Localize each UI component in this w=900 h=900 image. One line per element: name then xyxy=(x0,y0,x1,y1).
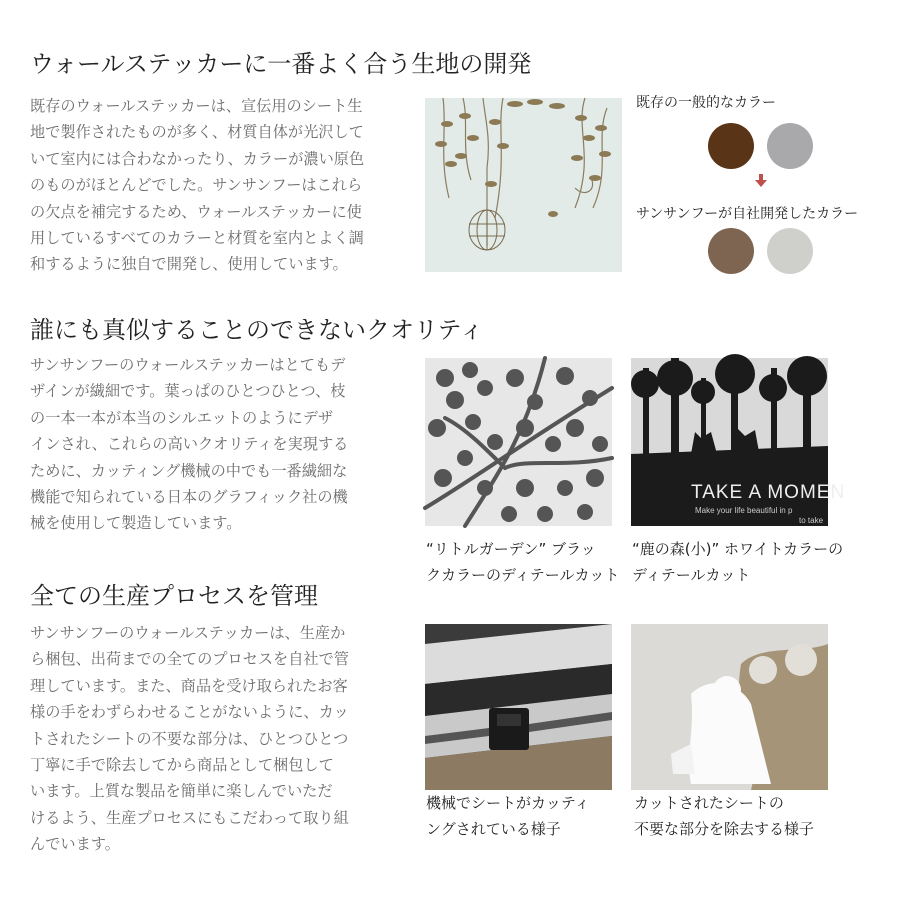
body-line: いて室内には合わなかったり、カラーが濃い原色 xyxy=(30,149,365,168)
birdcage-vine-photo xyxy=(425,98,622,272)
body-line: サンサンフーのウォールステッカーは、生産か xyxy=(30,624,346,642)
body-line: います。上質な製品を簡単に楽しんでいただ xyxy=(30,782,333,801)
body-line: ザインが繊細です。葉っぱのひとつひとつ、枝 xyxy=(30,382,346,401)
cutting-machine-photo xyxy=(425,624,612,790)
caption-line: クカラーのディテールカット xyxy=(426,566,620,584)
body-line: インされ、これらの高いクオリティを実現する xyxy=(30,435,349,454)
body-line: んでいます。 xyxy=(30,835,120,854)
section3-title: 全ての生産プロセスを管理 xyxy=(30,582,318,610)
body-line: けるよう、生産プロセスにもこだわって取り組 xyxy=(30,808,349,827)
caption-line: 機械でシートがカッティ xyxy=(426,794,590,812)
body-line: 既存のウォールステッカーは、宣伝用のシート生 xyxy=(30,97,363,115)
body-line: ために、カッティング機械の中でも一番繊細な xyxy=(30,461,348,480)
body-line: 様の手をわずらわせることがないように、カッ xyxy=(30,703,349,722)
body-line: の欠点を補完するため、ウォールステッカーに使 xyxy=(30,202,362,221)
photo-sub-text: Make your life beautiful in p xyxy=(695,506,793,515)
little-garden-black-detail-photo xyxy=(425,358,612,526)
body-line: 和するように独自で開発し、使用しています。 xyxy=(30,255,348,274)
body-line: ら梱包、出荷までの全てのプロセスを自社で管 xyxy=(30,650,349,669)
caption-line: カットされたシートの xyxy=(634,794,784,812)
body-line: 機能で知られている日本のグラフィック社の機 xyxy=(30,488,348,507)
section3-body xyxy=(30,620,349,858)
developed-color-swatch-gray xyxy=(767,228,813,274)
developed-color-swatch-brown xyxy=(708,228,754,274)
body-line: 用しているすべてのカラーと材質を室内とよく調 xyxy=(30,229,364,248)
deer-forest-white-detail-photo xyxy=(631,358,846,526)
body-line: の一本一本が本当のシルエットのようにデザ xyxy=(30,408,334,427)
body-line: 理しています。また、商品を受け取られたお客 xyxy=(30,676,348,695)
caption-line: “リトルガーデン” ブラッ xyxy=(426,540,596,558)
developed-colors-label: サンサンフーが自社開発したカラー xyxy=(636,206,859,222)
photo-headline-text: TAKE A MOMEN xyxy=(691,482,846,503)
caption-line: “鹿の森(小)” ホワイトカラーの xyxy=(632,540,844,558)
body-line: トされたシートの不要な部分は、ひとつひとつ xyxy=(30,729,349,748)
body-line: サンサンフーのウォールステッカーはとてもデ xyxy=(30,356,346,374)
deer-forest-caption xyxy=(632,536,843,588)
section2-title: 誰にも真似することのできないクオリティ xyxy=(30,316,484,344)
body-line: のものがほとんどでした。サンサンフーはこれら xyxy=(30,176,363,195)
existing-color-swatch-brown xyxy=(708,123,754,169)
cutting-machine-caption xyxy=(426,790,590,842)
body-line: 地で製作されたものが多く、材質自体が光沢して xyxy=(30,123,364,142)
weeding-caption xyxy=(634,790,814,842)
caption-line: 不要な部分を除去する様子 xyxy=(634,820,815,838)
little-garden-caption xyxy=(426,536,619,588)
caption-line: ディテールカット xyxy=(632,566,751,584)
body-line: 丁寧に手で除去してから商品として梱包して xyxy=(30,756,334,775)
existing-color-swatch-gray xyxy=(767,123,813,169)
weeding-sheet-photo xyxy=(631,624,828,790)
section1-body xyxy=(30,93,364,278)
section1-title: ウォールステッカーに一番よく合う生地の開発 xyxy=(30,50,532,78)
body-line: 械を使用して製造しています。 xyxy=(30,514,242,533)
caption-line: ングされている様子 xyxy=(426,820,561,838)
section2-body xyxy=(30,352,348,537)
existing-colors-label: 既存の一般的なカラー xyxy=(636,95,776,111)
photo-sub-text: to take xyxy=(799,516,824,525)
